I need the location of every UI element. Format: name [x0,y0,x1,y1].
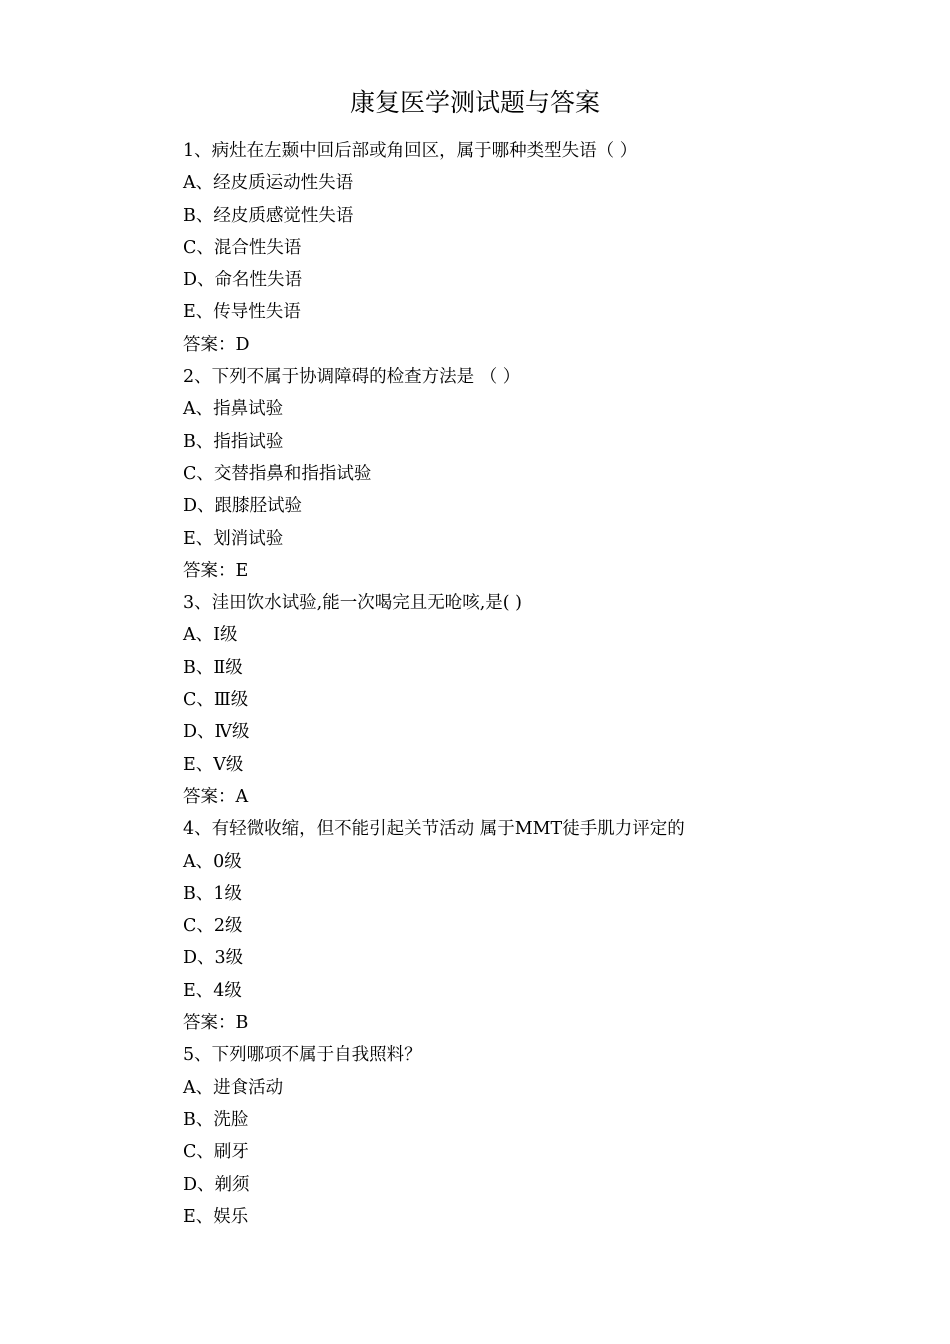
option-item: D、跟膝胫试验 [183,496,303,517]
option-item: A、进食活动 [183,1077,284,1098]
option-item: E、4级 [183,980,242,1001]
option-item: D、Ⅳ级 [183,722,250,743]
option-item: C、交替指鼻和指指试验 [183,463,372,484]
question-list [183,135,883,1233]
option-item: E、划消试验 [183,528,284,549]
option-item: A、0级 [183,851,242,872]
option-item: E、娱乐 [183,1206,249,1227]
option-item: A、经皮质运动性失语 [183,173,354,194]
question-stem: 5、下列哪项不属于自我照料？ [183,1045,422,1066]
option-item: B、1级 [183,883,242,904]
option-item: D、剃须 [183,1174,250,1195]
question-stem: 1、病灶在左颞中回后部或角回区，属于哪种类型失语（ ） [183,141,638,161]
answer-line: 答案：E [183,560,249,581]
option-item: B、Ⅱ级 [183,657,243,678]
option-item: C、混合性失语 [183,237,302,258]
option-item: D、命名性失语 [183,270,303,291]
option-item: B、洗脸 [183,1109,249,1130]
document-title: 康复医学测试题与答案 [349,88,600,117]
question-stem: 3、洼田饮水试验,能一次喝完且无呛咳,是( ) [183,593,522,614]
option-item: E、Ⅴ级 [183,754,244,775]
option-item: C、Ⅲ级 [183,690,249,711]
answer-line: 答案：A [183,786,249,807]
option-item: E、传导性失语 [183,302,301,323]
question-stem: 4、有轻微收缩，但不能引起关节活动 属于MMT徒手肌力评定的 [183,819,685,840]
answer-line: 答案：B [183,1013,249,1034]
question-stem: 2、下列不属于协调障碍的检查方法是 （ ） [183,367,521,388]
option-item: B、经皮质感觉性失语 [183,205,354,226]
option-item: B、指指试验 [183,431,284,452]
option-item: C、刷牙 [183,1142,249,1163]
option-item: A、Ⅰ级 [183,625,238,646]
option-item: A、指鼻试验 [183,399,284,420]
answer-line: 答案：D [183,334,250,355]
option-item: D、3级 [183,948,244,969]
option-item: C、2级 [183,916,243,937]
